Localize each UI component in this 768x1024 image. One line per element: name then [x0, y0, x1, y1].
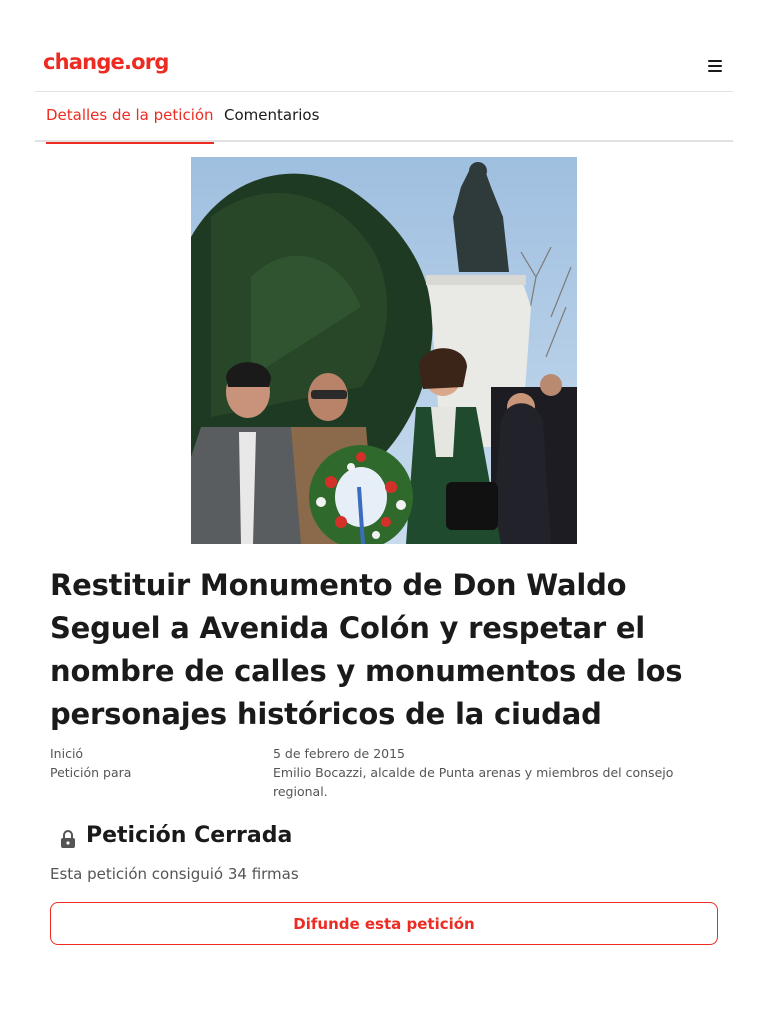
petition-title: Restituir Monumento de Don Waldo Seguel a Avenida Colón y respetar el nombre de calles y monumentos de los personajes históricos de la ciudad [50, 568, 683, 731]
tab-comments[interactable]: Comentarios [224, 106, 320, 124]
tab-petition-details[interactable]: Detalles de la petición [46, 106, 214, 142]
lock-icon [60, 829, 76, 849]
meta-label-started: Inició [50, 746, 84, 761]
petition-meta [50, 744, 720, 801]
change-org-logo[interactable]: change.org [43, 50, 169, 74]
status-title: Petición Cerrada [86, 823, 293, 848]
meta-value-started: 5 de febrero de 2015 [273, 746, 406, 761]
meta-row-target [50, 763, 720, 801]
meta-row-started [50, 744, 720, 763]
site-header [35, 40, 733, 92]
share-petition-button[interactable]: Difunde esta petición [50, 902, 718, 945]
hamburger-menu-icon[interactable] [705, 56, 725, 76]
petition-photo [191, 157, 577, 544]
petition-tabs [35, 92, 733, 142]
signature-count: Esta petición consiguió 34 firmas [50, 865, 299, 883]
meta-label-target: Petición para [50, 765, 132, 780]
meta-value-target: Emilio Bocazzi, alcalde de Punta arenas y miembros del consejo regional. [273, 765, 674, 799]
